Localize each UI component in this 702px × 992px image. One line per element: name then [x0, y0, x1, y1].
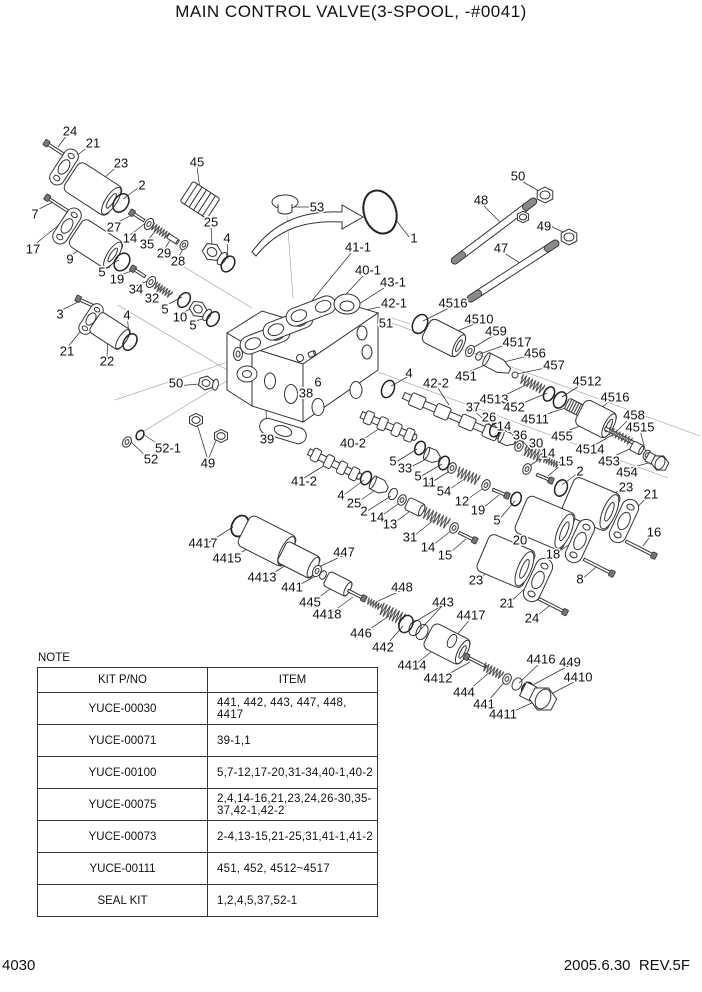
part-callout: 51	[378, 315, 394, 331]
part-callout: 452	[503, 399, 525, 415]
part-callout: 17	[25, 241, 41, 257]
bolt-part	[347, 588, 368, 603]
kit-row	[38, 885, 378, 917]
part-callout: 441	[281, 579, 303, 595]
part-callout: 14	[369, 509, 385, 525]
bolt-part	[44, 194, 71, 215]
poppet-part	[481, 352, 512, 377]
part-callout: 48	[473, 192, 489, 208]
part-callout: 21	[499, 595, 515, 611]
part-callout: 21	[85, 135, 101, 151]
ball-part	[297, 355, 304, 362]
washer-part	[446, 461, 458, 474]
spring-part	[519, 374, 545, 394]
kit-items: 1,2,4,5,37,52-1	[208, 885, 378, 917]
part-callout: 4413	[247, 569, 277, 585]
hex-plug-part	[198, 375, 219, 392]
kit-items: 39-1,1	[208, 725, 378, 757]
kit-pno: YUCE-00073	[38, 821, 208, 853]
part-callout: 4411	[489, 706, 517, 722]
bolt-part	[491, 487, 510, 500]
part-callout: 454	[616, 464, 638, 480]
part-callout: 441	[473, 696, 495, 712]
part-callout: 23	[113, 155, 129, 171]
part-callout: 9	[66, 251, 74, 267]
bolt-part	[535, 472, 554, 485]
part-callout: 459	[485, 323, 507, 339]
part-callout: 26	[481, 409, 497, 425]
part-callout: 28	[170, 253, 186, 269]
part-callout: 447	[333, 544, 355, 560]
kit-table-header-pno: KIT P/NO	[38, 668, 208, 693]
part-callout: 43-1	[379, 274, 407, 290]
part-callout: 21	[643, 486, 659, 502]
kit-pno: YUCE-00100	[38, 757, 208, 789]
part-callout: 455	[551, 428, 573, 444]
part-callout: 457	[543, 357, 565, 373]
spring-part	[366, 598, 382, 611]
bolt-part	[463, 653, 487, 670]
part-callout: 29	[156, 245, 172, 261]
part-callout: 23	[618, 479, 634, 495]
part-callout: 5	[414, 468, 422, 484]
part-callout: 23	[468, 572, 484, 588]
part-callout: 4516	[438, 295, 468, 311]
part-callout: 54	[436, 483, 452, 499]
part-callout: 25	[346, 495, 362, 511]
ring-part	[406, 618, 423, 637]
kit-pno: YUCE-00075	[38, 789, 208, 821]
bolt-part	[128, 209, 146, 224]
ring-part	[387, 487, 399, 501]
kit-row	[38, 757, 378, 789]
revision-date: 2005.6.30 REV.5F	[563, 957, 690, 974]
oring-part	[379, 378, 397, 399]
part-callout: 4414	[397, 657, 427, 673]
part-callout: 445	[299, 594, 321, 610]
part-callout: 49	[536, 218, 552, 234]
kit-pno: YUCE-00071	[38, 725, 208, 757]
part-callout: 13	[382, 516, 398, 532]
washer-part	[121, 435, 133, 449]
part-callout: 1	[410, 230, 418, 246]
part-callout: 15	[437, 547, 453, 563]
part-callout: 52	[143, 451, 159, 467]
washer-part	[480, 478, 492, 491]
kit-row	[38, 789, 378, 821]
part-callout: 24	[524, 610, 540, 626]
kit-table	[37, 667, 378, 917]
part-callout: 5	[493, 512, 501, 528]
part-callout: 4514	[575, 441, 605, 457]
nut-part	[537, 187, 553, 203]
part-callout: 27	[106, 219, 122, 235]
part-callout: 47	[493, 240, 509, 256]
part-callout: 53	[309, 199, 325, 215]
part-callout: 49	[200, 455, 216, 471]
part-callout: 11	[422, 474, 436, 490]
part-callout: 4515	[625, 419, 655, 435]
part-callout: 453	[598, 453, 620, 469]
part-callout: 38	[298, 385, 314, 401]
part-callout: 42-1	[380, 295, 408, 311]
part-callout: 37	[465, 399, 481, 415]
spring-part	[378, 603, 405, 625]
kit-table-header-item: ITEM	[208, 668, 378, 693]
part-callout: 10	[172, 309, 188, 325]
part-callout: 4	[223, 230, 231, 246]
part-callout: 442	[372, 639, 394, 655]
bolt-part	[624, 538, 657, 559]
part-callout: 41-2	[290, 473, 318, 489]
part-callout: 40-1	[354, 262, 382, 278]
part-callout: 12	[454, 493, 470, 509]
kit-items: 451, 452, 4512~4517	[208, 853, 378, 885]
part-callout: 40-2	[339, 435, 367, 451]
hex-cap-part	[517, 678, 559, 716]
part-callout: 4	[337, 487, 345, 503]
part-callout: 19	[109, 271, 125, 287]
part-callout: 33	[397, 460, 413, 476]
part-callout: 19	[470, 502, 486, 518]
part-callout: 50	[510, 168, 526, 184]
part-callout: 4412	[423, 670, 453, 686]
part-callout: 4517	[502, 334, 532, 350]
part-callout: 4512	[572, 373, 602, 389]
part-callout: 31	[402, 529, 418, 545]
kit-items: 5,7-12,17-20,31-34,40-1,40-2	[208, 757, 378, 789]
part-callout: 4516	[600, 389, 630, 405]
part-callout: 3	[56, 306, 64, 322]
part-callout: 16	[646, 524, 662, 540]
part-callout: 456	[524, 345, 546, 361]
part-callout: 4415	[212, 550, 242, 566]
page-number: 4030	[2, 957, 36, 974]
kit-items: 441, 442, 443, 447, 448, 4417	[208, 693, 378, 725]
part-callout: 34	[128, 281, 144, 297]
part-callout: 36	[512, 427, 528, 443]
kit-pno: YUCE-00111	[38, 853, 208, 885]
oring-part	[509, 491, 524, 508]
part-callout: 4417	[456, 607, 486, 623]
part-callout: 451	[455, 368, 477, 384]
part-callout: 5	[389, 453, 397, 469]
washer-part	[448, 521, 460, 534]
ring-part	[474, 351, 483, 362]
note-heading: NOTE	[38, 652, 70, 664]
nut-part	[561, 229, 577, 245]
kit-items: 2,4,14-16,21,23,24,26-30,35-37,42-1,42-2	[208, 789, 378, 821]
kit-pno: YUCE-00030	[38, 693, 208, 725]
part-callout: 20	[512, 532, 528, 548]
ball-part	[512, 372, 518, 378]
part-callout: 4	[123, 307, 131, 323]
construction-line	[392, 318, 410, 324]
page-title: MAIN CONTROL VALVE(3-SPOOL, -#0041)	[175, 2, 527, 21]
part-callout: 30	[528, 435, 544, 451]
part-callout: 449	[559, 654, 581, 670]
part-callout: 4418	[312, 606, 342, 622]
kit-row	[38, 853, 378, 885]
washer-part	[178, 239, 189, 251]
leader-line	[396, 220, 409, 237]
part-callout: 25	[203, 214, 219, 230]
part-callout: 7	[31, 206, 39, 222]
nut-part	[190, 413, 203, 426]
stud-part	[466, 239, 560, 304]
part-callout: 4417	[188, 535, 218, 551]
part-callout: 2	[360, 503, 368, 519]
washer-part	[464, 344, 477, 358]
part-callout: 39	[259, 431, 275, 447]
part-callout: 4416	[526, 651, 556, 667]
part-callout: 50	[168, 375, 184, 391]
part-callout: 4510	[464, 311, 494, 327]
kit-row	[38, 693, 378, 725]
oring-part	[358, 186, 402, 238]
part-callout: 2	[138, 177, 146, 193]
valve-body	[227, 293, 378, 445]
part-callout: 42-2	[422, 375, 450, 391]
cylinder-part	[323, 571, 354, 597]
bolt-part	[129, 265, 147, 280]
note-block	[37, 652, 378, 917]
threaded-plug-part	[180, 181, 220, 219]
part-callout: 5	[161, 301, 169, 317]
part-callout: 4511	[521, 411, 549, 427]
part-callout: 5	[98, 264, 106, 280]
part-callout: 14	[122, 230, 138, 246]
spring-part	[482, 662, 504, 679]
nut-part	[517, 211, 528, 222]
kit-row	[38, 821, 378, 853]
part-callout: 32	[144, 290, 160, 306]
part-callout: 446	[350, 625, 372, 641]
part-callout: 448	[391, 579, 413, 595]
part-callout: 8	[576, 571, 584, 587]
spring-part	[422, 507, 451, 529]
part-callout: 5	[189, 317, 197, 333]
part-callout: 18	[545, 546, 561, 562]
part-callout: 21	[59, 343, 75, 359]
bolt-part	[458, 530, 479, 545]
part-callout: 15	[558, 453, 574, 469]
part-callout: 6	[314, 374, 322, 390]
cap-part	[272, 195, 298, 214]
part-callout: 24	[62, 123, 78, 139]
kit-table-header-row	[38, 668, 378, 693]
part-callout: 4410	[563, 669, 593, 685]
nut-part	[215, 429, 228, 442]
part-callout: 41-1	[344, 239, 372, 255]
cylinder-part	[404, 497, 426, 517]
part-callout: 35	[139, 236, 155, 252]
part-callout: 14	[496, 418, 512, 434]
part-callout: 4513	[479, 391, 509, 407]
bolt-part	[537, 596, 568, 616]
spool-part	[359, 409, 419, 444]
kit-pno: SEAL KIT	[38, 885, 208, 917]
part-callout: 52-1	[154, 440, 182, 456]
kit-row	[38, 725, 378, 757]
part-callout: 14	[420, 539, 436, 555]
part-callout: 14	[540, 445, 556, 461]
part-callout: 458	[623, 407, 645, 423]
part-callout: 444	[453, 684, 475, 700]
part-callout: 22	[99, 353, 115, 369]
part-callout: 443	[432, 594, 454, 610]
part-callout: 4	[405, 365, 413, 381]
kit-items: 2-4,13-15,21-25,31,41-1,41-2	[208, 821, 378, 853]
part-callout: 2	[576, 463, 584, 479]
part-callout: 45	[189, 154, 205, 170]
